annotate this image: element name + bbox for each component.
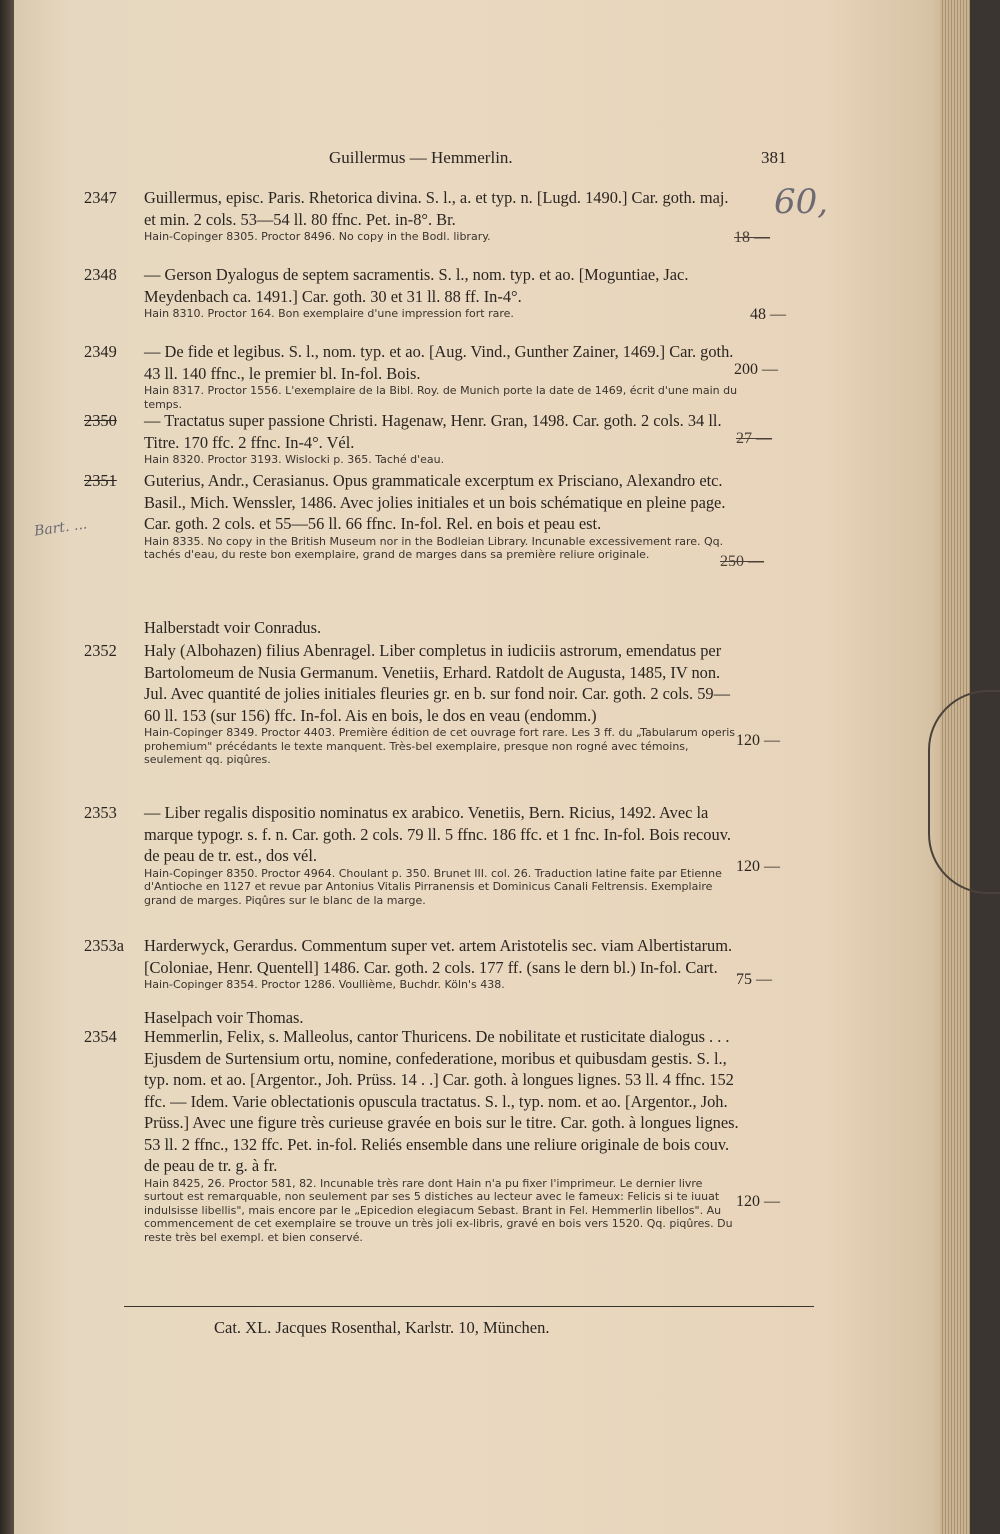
entry-text: — Gerson Dyalogus de septem sacramentis. S. l., nom. typ. et ao. [Moguntiae, Jac. Meydenbach ca. 1491.] Car. goth. 30 et 31 ll. 88 ff. In-4°. bbox=[144, 265, 689, 306]
footer: Cat. XL. Jacques Rosenthal, Karlstr. 10, München. bbox=[214, 1318, 550, 1337]
entry-text: Guterius, Andr., Cerasianus. Opus grammaticale excerptum ex Prisciano, Alexandro etc. Basil., Mich. Wenssler, 1486. Avec jolies initiales et un bois schématique en pleine page. Car. goth. 2 cols. et 55—56 ll. 66 ffnc. In-fol. Rel. en bois et peau est. bbox=[144, 471, 726, 533]
running-title: Guillermus — Hemmerlin. bbox=[329, 148, 513, 167]
price: 18 — bbox=[734, 229, 770, 246]
entry-note: Hain-Copinger 8354. Proctor 1286. Voullième, Buchdr. Köln's 438. bbox=[144, 978, 505, 991]
margin-note: Bart. ... bbox=[33, 516, 89, 540]
entry-note: Hain 8317. Proctor 1556. L'exemplaire de la Bibl. Roy. de Munich porte la date de 1469, écrit d'une main du temps. bbox=[144, 384, 738, 411]
entry-note: Hain-Copinger 8305. Proctor 8496. No copy in the Bodl. library. bbox=[144, 230, 491, 243]
entry-number: 2352 bbox=[84, 641, 117, 660]
entry-text: Hemmerlin, Felix, s. Malleolus, cantor Thuricens. De nobilitate et rusticitate dialogus . . . Ejusdem de Surtensium ortu, nomine, confederatione, moribus et quibusdam gestis. S. l., typ. nom. et ao. [Argentor., Joh. Prüss. 14 . .] Car. goth. à longues lignes. 53 ll. 4 ffnc. 152 ffc. — Idem. Varie oblectationis opuscula tractatus. S. l., typ. nom. et ao. [Argentor., Joh. Prüss.] Avec une figure très curieuse gravée en bois sur le titre. Car. goth. à longues lignes. 53 ll. 2 ffnc., 132 ffc. Pet. in-fol. Reliés ensemble dans une reliure originale de bois couv. de peau de tr. g. à fr. bbox=[144, 1027, 739, 1175]
catalog-entry bbox=[84, 470, 744, 562]
price: 48 — bbox=[750, 306, 786, 323]
entry-text: Halberstadt voir Conradus. bbox=[144, 618, 322, 637]
price: 75 — bbox=[736, 971, 772, 988]
catalog-entry bbox=[84, 264, 744, 321]
footer-rule bbox=[124, 1306, 814, 1307]
entry-text: Haselpach voir Thomas. bbox=[144, 1008, 304, 1027]
price: 250 — bbox=[720, 553, 764, 570]
catalog-entry bbox=[84, 935, 744, 992]
price: 120 — bbox=[736, 1193, 780, 1210]
catalog-entry bbox=[84, 802, 744, 907]
entry-note: Hain-Copinger 8350. Proctor 4964. Choulant p. 350. Brunet III. col. 26. Traduction latine faite par Etienne d'Antioche en 1127 et revue par Antonius Vitalis Pirranensis et Dominicus Canali Feltrensis. Exemplaire grand de marges. Piqûres sur le blanc de la marge. bbox=[144, 866, 722, 907]
entry-note: Hain 8335. No copy in the British Museum nor in the Bodleian Library. Incunable excessivement rare. Qq. tachés d'eau, du reste bon exemplaire, grand de marges dans sa première reliure originale. bbox=[144, 534, 724, 561]
entry-number: 2348 bbox=[84, 265, 117, 284]
entry-note: Hain-Copinger 8349. Proctor 4403. Première édition de cet ouvrage fort rare. Les 3 ff. du „Tabularum operis prohemium" précédants le texte manquent. Très-bel exemplaire, presque non rogné avec témoins, seulement qq. piqûres. bbox=[144, 726, 736, 766]
price: 27 — bbox=[736, 430, 772, 447]
entry-text: Harderwyck, Gerardus. Commentum super vet. artem Aristotelis sec. viam Albertistarum. [Coloniae, Henr. Quentell] 1486. Car. goth. 2 cols. 177 ff. (sans le dern bl.) In-fol. Cart. bbox=[144, 936, 733, 977]
catalog-entry bbox=[84, 617, 744, 639]
entry-number: 2347 bbox=[84, 188, 117, 207]
catalog-entry bbox=[84, 410, 744, 467]
entry-note: Hain 8425, 26. Proctor 581, 82. Incunable très rare dont Hain n'a pu fixer l'imprimeur. Le dernier livre surtout est remarquable, non seulement par ses 5 distiches au lecteur avec le fameux: Felicis si te iuuat indulsisse libellis", mais encore par le „Epicedion elegiacum Sebast. Brant in Fel. Hemmerlin libellos". Au commencement de cet exemplaire se trouve un très joli ex-libris, gravé en bois vers 1520. Qq. piqûres. Du reste très bel exempl. et bien conservé. bbox=[144, 1176, 733, 1244]
entry-number: 2353 bbox=[84, 803, 117, 822]
handwritten-note: 60, bbox=[774, 182, 829, 222]
entry-text: — De fide et legibus. S. l., nom. typ. et ao. [Aug. Vind., Gunther Zainer, 1469.] Car. goth. 43 ll. 140 ffnc., le premier bl. In-fol. Bois. bbox=[144, 342, 734, 383]
catalog-entry bbox=[84, 341, 744, 411]
entry-note: Hain 8310. Proctor 164. Bon exemplaire d'une impression fort rare. bbox=[144, 307, 514, 320]
entry-number: 2353a bbox=[84, 936, 125, 955]
entry-text: — Tractatus super passione Christi. Hagenaw, Henr. Gran, 1498. Car. goth. 2 cols. 34 ll. Titre. 170 ffc. 2 ffnc. In-4°. Vél. bbox=[144, 411, 722, 452]
catalog-entry bbox=[84, 640, 744, 767]
catalog-page bbox=[14, 0, 970, 1534]
entry-text: — Liber regalis dispositio nominatus ex arabico. Venetiis, Bern. Ricius, 1492. Avec la marque typogr. s. f. n. Car. goth. 2 cols. 79 ll. 5 ffnc. 186 ffc. et 1 fnc. In-fol. Bois recouv. de peau de tr. est., dos vél. bbox=[144, 803, 731, 865]
entry-number: 2349 bbox=[84, 342, 117, 361]
catalog-entry bbox=[84, 187, 744, 244]
page-number: 381 bbox=[761, 148, 787, 167]
entry-text: Guillermus, episc. Paris. Rhetorica divina. S. l., a. et typ. n. [Lugd. 1490.] Car. goth. maj. et min. 2 cols. 53—54 ll. 80 ffnc. Pet. in-8°. Br. bbox=[144, 188, 729, 229]
book-gutter bbox=[0, 0, 14, 1534]
page-clip bbox=[928, 690, 1000, 894]
price: 120 — bbox=[736, 732, 780, 749]
catalog-entry bbox=[84, 1026, 744, 1244]
price: 120 — bbox=[736, 858, 780, 875]
entry-number: 2351 bbox=[84, 471, 117, 490]
price: 200 — bbox=[734, 361, 778, 378]
entry-text: Haly (Albohazen) filius Abenragel. Liber completus in iudiciis astrorum, emendatus per Bartolomeum de Nusia Germanum. Venetiis, Erhard. Ratdolt de Augusta, 1485, IV non. Jul. Avec quantité de jolies initiales fleuries gr. en b. sur fond noir. Car. goth. 2 cols. 59—60 ll. 153 (sur 156) ffc. In-fol. Ais en bois, le dos en veau (endomm.) bbox=[144, 641, 731, 725]
running-head bbox=[14, 148, 970, 172]
entry-number: 2354 bbox=[84, 1027, 117, 1046]
entry-number: 2350 bbox=[84, 411, 117, 430]
entry-note: Hain 8320. Proctor 3193. Wislocki p. 365. Taché d'eau. bbox=[144, 453, 445, 466]
